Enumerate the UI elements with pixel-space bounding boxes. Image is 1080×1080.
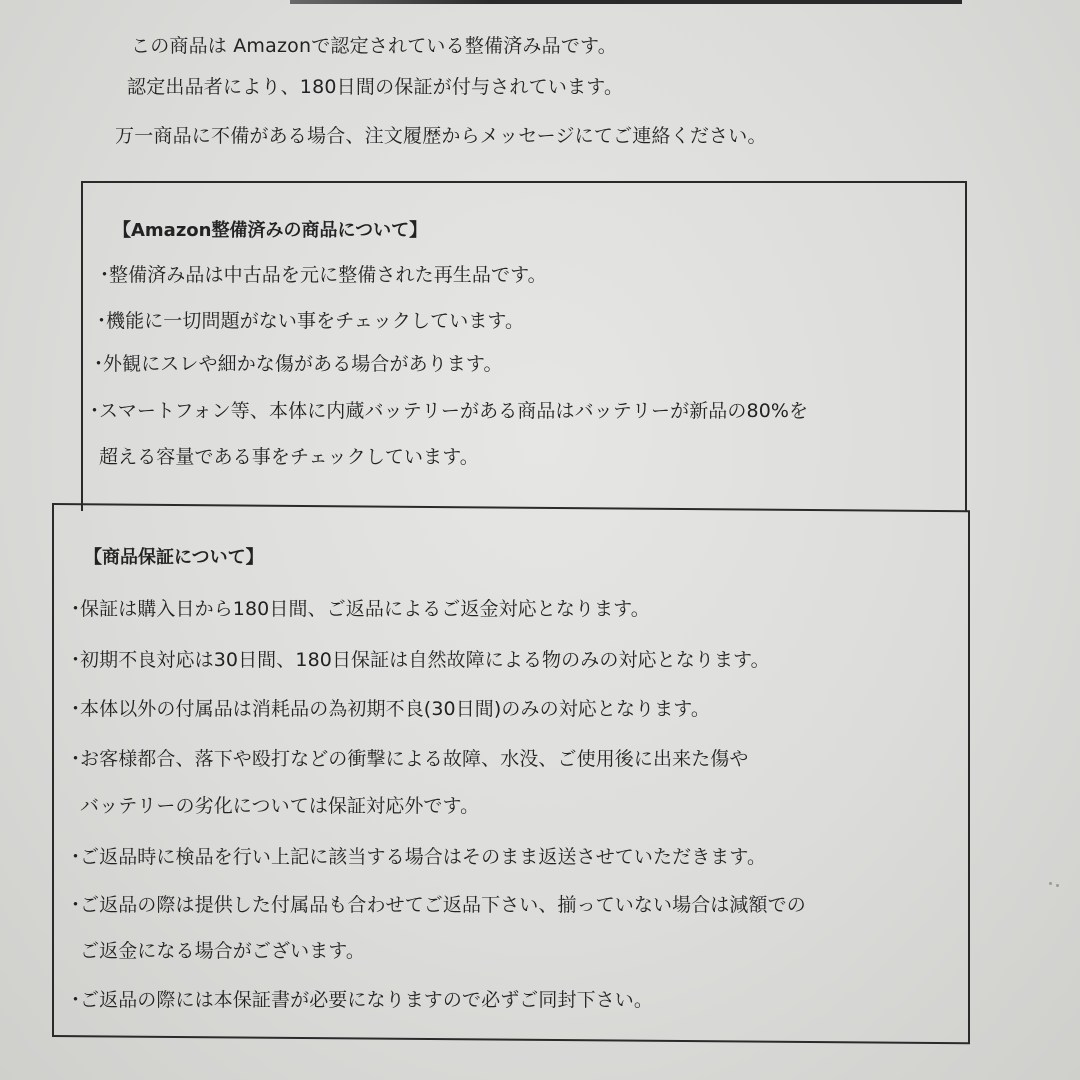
bullet-dot: ・ — [66, 598, 86, 621]
list-item-text: ご返品の際には本保証書が必要になりますので必ずご同封下さい。 — [80, 989, 654, 1012]
bullet-dot: ・ — [66, 649, 86, 672]
bullet-dot: ・ — [95, 264, 115, 286]
list-item-text: 外観にスレや細かな傷がある場合があります。 — [103, 353, 503, 375]
list-item-continuation — [66, 791, 479, 818]
list-item-text: 整備済み品は中古品を元に整備された再生品です。 — [109, 264, 547, 286]
paper-speck — [1056, 884, 1059, 887]
bullet-dot: ・ — [66, 748, 86, 771]
list-item — [66, 985, 653, 1012]
bullet-dot: ・ — [85, 400, 105, 422]
list-item-text: スマートフォン等、本体に内蔵バッテリーがある商品はバッテリーが新品の80%を — [99, 400, 809, 422]
list-item-text: 本体以外の付属品は消耗品の為初期不良(30日間)のみの対応となります。 — [80, 698, 710, 721]
list-item-text: 初期不良対応は30日間、180日保証は自然故障による物のみの対応となります。 — [80, 649, 770, 672]
list-item-continuation — [66, 936, 365, 963]
list-item — [85, 396, 808, 423]
bullet-dot: ・ — [66, 989, 86, 1012]
section-heading-refurbished: 【Amazon整備済みの商品について】 — [113, 220, 428, 241]
bullet-dot: ・ — [89, 353, 109, 375]
section-warranty-box — [52, 503, 970, 1044]
paper-speck — [1049, 882, 1052, 885]
intro-line-2: 認定出品者により、180日間の保証が付与されています。 — [127, 76, 624, 98]
list-item — [66, 694, 710, 721]
list-item — [92, 306, 524, 333]
list-item — [66, 842, 766, 869]
top-rule-divider — [290, 0, 962, 4]
bullet-dot: ・ — [92, 310, 112, 332]
list-item-text: バッテリーの劣化については保証対応外です。 — [80, 795, 480, 818]
section-refurbished-box — [81, 181, 967, 511]
list-item-text: お客様都合、落下や殴打などの衝撃による故障、水没、ご使用後に出来た傷や — [80, 748, 749, 771]
bullet-dot: ・ — [66, 894, 86, 917]
list-item-text: ご返品の際は提供した付属品も合わせてご返品下さい、揃っていない場合は減額での — [80, 894, 806, 917]
list-item — [66, 594, 650, 621]
list-item-text: 機能に一切問題がない事をチェックしています。 — [106, 310, 525, 332]
intro-line-1: この商品は Amazonで認定されている整備済み品です。 — [131, 35, 617, 57]
list-item — [66, 744, 749, 771]
list-item-text: ご返金になる場合がございます。 — [80, 940, 365, 963]
list-item-text: 保証は購入日から180日間、ご返品によるご返金対応となります。 — [80, 598, 650, 621]
bullet-dot: ・ — [66, 846, 86, 869]
list-item-text: 超える容量である事をチェックしています。 — [99, 446, 479, 468]
list-item — [66, 890, 806, 917]
bullet-dot: ・ — [66, 698, 86, 721]
list-item — [89, 349, 503, 376]
intro-line-3: 万一商品に不備がある場合、注文履歴からメッセージにてご連絡ください。 — [115, 125, 767, 147]
list-item — [66, 645, 770, 672]
list-item-continuation — [85, 442, 479, 469]
section-heading-warranty: 【商品保証について】 — [84, 547, 264, 569]
list-item-text: ご返品時に検品を行い上記に該当する場合はそのまま返送させていただきます。 — [80, 846, 767, 869]
list-item — [95, 260, 547, 287]
